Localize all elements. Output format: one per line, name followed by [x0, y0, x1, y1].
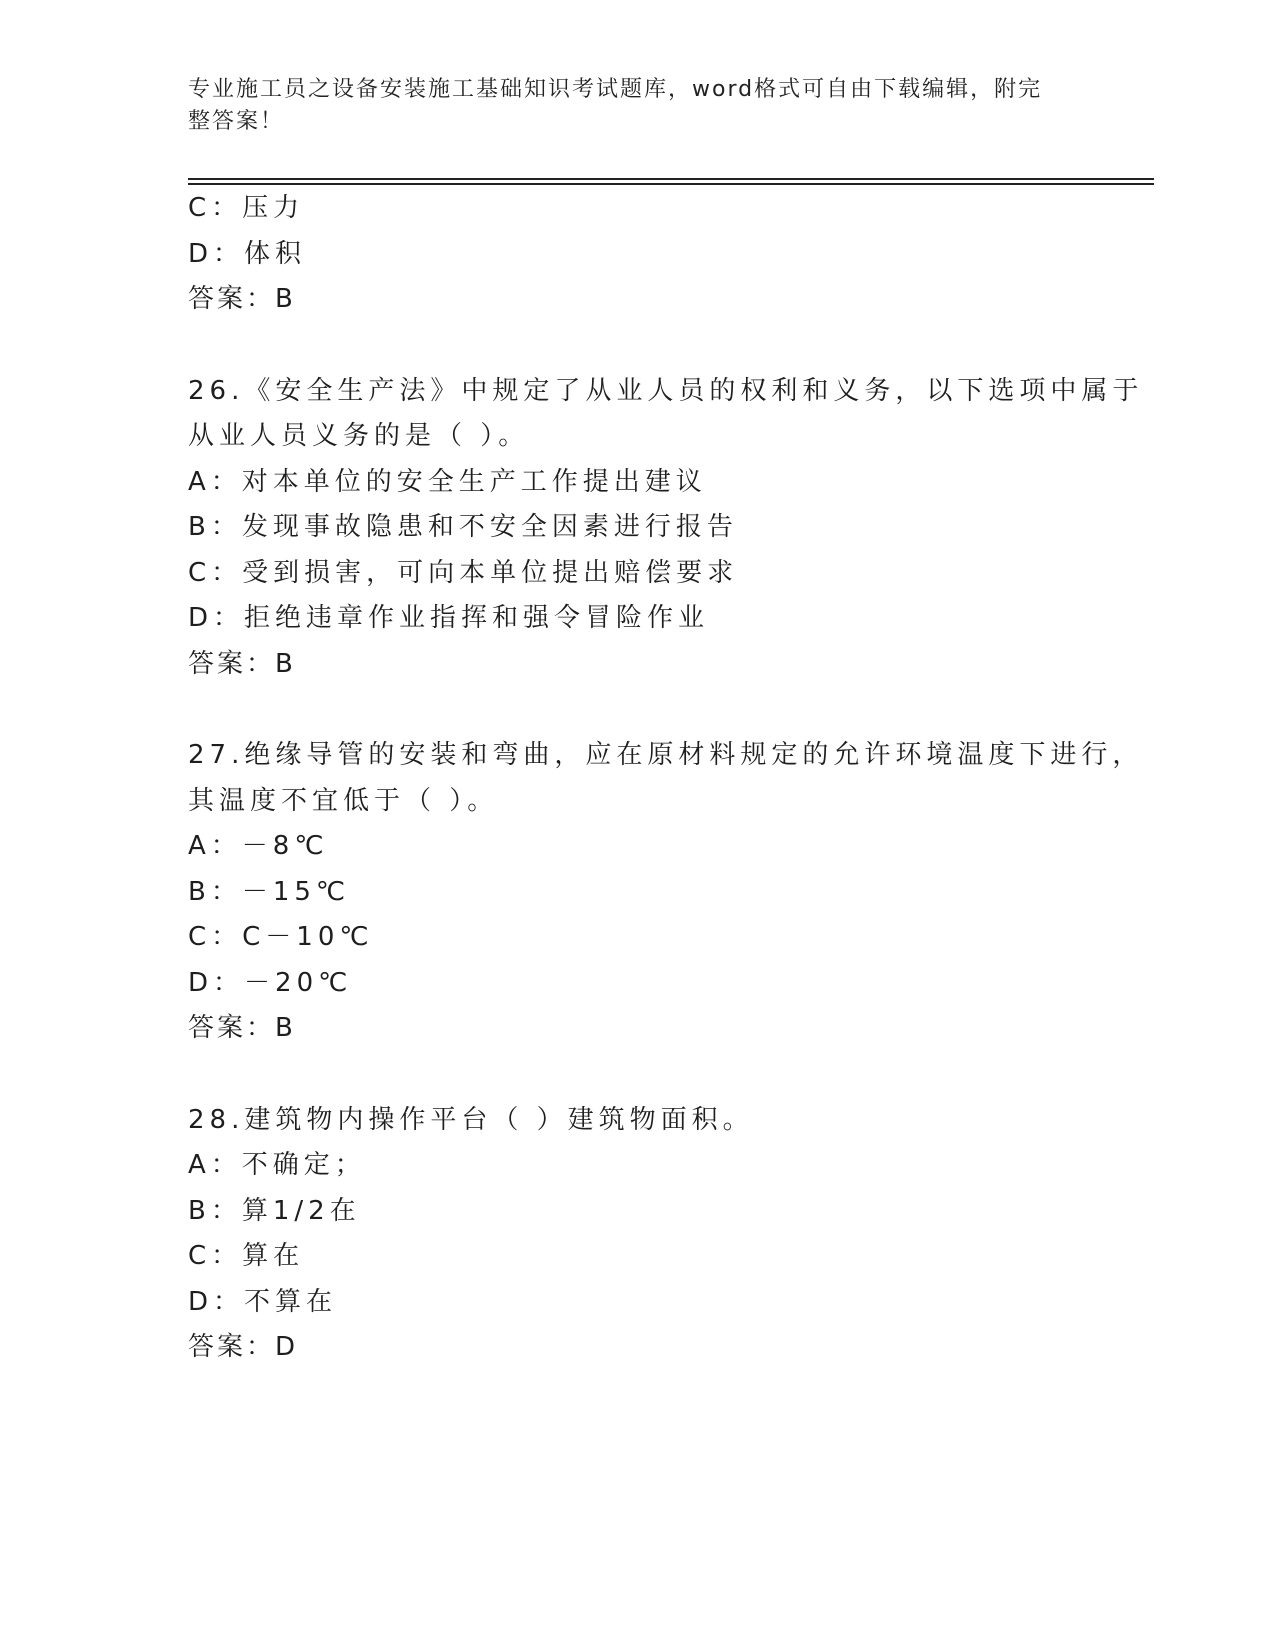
- question-stem-cont: 其温度不宜低于（ ）。: [188, 785, 499, 816]
- question-block-28: [188, 1098, 1088, 1371]
- option-a: A：不确定；: [188, 1150, 366, 1180]
- document-header: [188, 74, 1068, 138]
- header-line-1: 专业施工员之设备安装施工基础知识考试题库，word格式可自由下载编辑，附完: [188, 77, 1043, 102]
- question-stem: 26.《安全生产法》中规定了从业人员的权利和义务，以下选项中属于: [188, 375, 1144, 406]
- answer-line: 答案：B: [188, 648, 296, 679]
- option-b: B：发现事故隐患和不安全因素进行报告: [188, 512, 738, 542]
- answer-line: 答案：B: [188, 1013, 296, 1043]
- question-block-prev: [188, 186, 1088, 323]
- option-d: D：－20℃: [188, 967, 353, 998]
- option-c: C：算在: [188, 1241, 305, 1271]
- question-list: [188, 186, 1144, 1371]
- option-c: C：受到损害，可向本单位提出赔偿要求: [188, 557, 739, 588]
- option-d: D：体积: [188, 238, 307, 269]
- option-d: D：不算在: [188, 1286, 338, 1317]
- spacer: [188, 687, 1088, 733]
- option-d: D：拒绝违章作业指挥和强令冒险作业: [188, 603, 710, 633]
- header-divider-bottom: [188, 183, 1154, 185]
- question-stem: 27.绝缘导管的安装和弯曲，应在原材料规定的允许环境温度下进行，: [188, 740, 1144, 770]
- question-block-26: [188, 369, 1144, 688]
- header-line-2: 整答案！: [188, 109, 285, 134]
- spacer: [188, 1052, 1088, 1098]
- header-divider-top: [188, 178, 1154, 180]
- answer-line: 答案：B: [188, 284, 296, 314]
- question-stem-cont: 从业人员义务的是（ ）。: [188, 421, 530, 451]
- option-c: C：压力: [188, 193, 305, 223]
- option-a: A：对本单位的安全生产工作提出建议: [188, 466, 707, 497]
- spacer: [188, 323, 1088, 369]
- option-b: B：－15℃: [188, 876, 351, 907]
- option-b: B：算1/2在: [188, 1195, 361, 1226]
- question-block-27: [188, 733, 1144, 1052]
- answer-line: 答案：D: [188, 1332, 299, 1362]
- option-c: C：C－10℃: [188, 922, 374, 952]
- option-a: A：－8℃: [188, 831, 329, 861]
- question-stem: 28.建筑物内操作平台（ ）建筑物面积。: [188, 1104, 754, 1135]
